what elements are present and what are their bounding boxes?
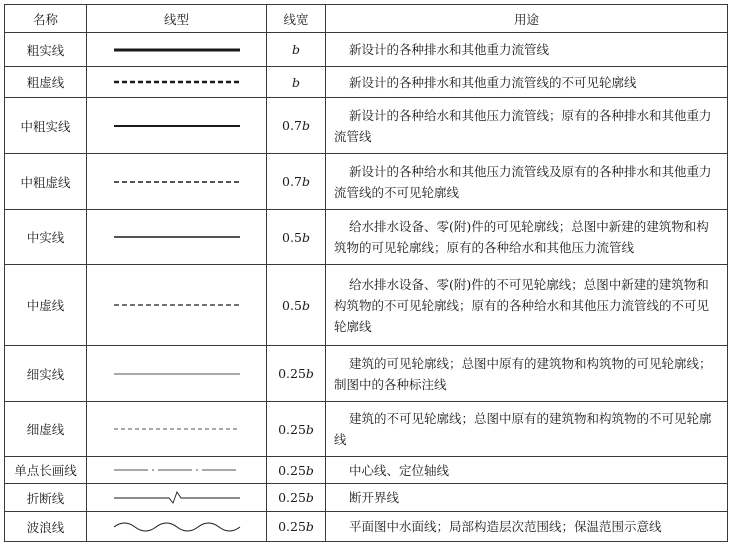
line-width <box>267 346 326 402</box>
width-variable: b <box>301 174 310 189</box>
header-row <box>5 5 728 33</box>
line-width <box>267 33 326 67</box>
width-coefficient: 0.7 <box>282 174 302 189</box>
line-name: 粗实线 <box>5 33 87 67</box>
line-name: 单点长画线 <box>5 457 87 484</box>
line-use-text: 断开界线 <box>349 490 400 505</box>
width-coefficient: 0.5 <box>282 229 302 245</box>
line-sample <box>87 210 267 265</box>
line-name: 中粗实线 <box>5 98 87 154</box>
line-use <box>326 512 728 542</box>
line-use-text: 给水排水设备、零(附)件的可见轮廓线；总图中新建的建筑物和构筑物的可见轮廓线；原有的各种给水和其他压力流管线 <box>334 219 709 255</box>
line-use <box>326 402 728 457</box>
line-sample <box>87 346 267 402</box>
line-sample <box>87 265 267 346</box>
line-types-table <box>4 4 728 542</box>
header-name: 名称 <box>5 5 87 33</box>
line-name: 波浪线 <box>5 512 87 542</box>
line-use <box>326 154 728 210</box>
line-sample <box>87 457 267 484</box>
table-row <box>5 33 728 67</box>
header-use: 用途 <box>326 5 728 33</box>
header-line: 线型 <box>87 5 267 33</box>
line-sample <box>87 512 267 542</box>
width-variable: b <box>291 42 300 57</box>
line-use-text: 给水排水设备、零(附)件的不可见轮廓线；总图中新建的建筑物和构筑物的不可见轮廓线；原有的各种给水和其他压力流管线的不可见轮廓线 <box>334 276 710 334</box>
line-use-text: 平面图中水面线；局部构造层次范围线；保温范围示意线 <box>349 519 662 534</box>
table-row <box>5 512 728 542</box>
width-coefficient: 0.25 <box>278 366 306 381</box>
line-use <box>326 457 728 484</box>
width-coefficient: 0.25 <box>278 490 306 505</box>
line-use-text: 新设计的各种排水和其他重力流管线 <box>349 42 550 57</box>
line-width <box>267 154 326 210</box>
line-width <box>267 402 326 457</box>
line-use-text: 中心线、定位轴线 <box>349 462 450 478</box>
line-width <box>267 484 326 512</box>
line-name: 中实线 <box>5 210 87 265</box>
width-variable: b <box>301 297 310 313</box>
width-variable: b <box>305 462 314 478</box>
medium-solid-line-icon <box>112 227 242 247</box>
table-row <box>5 98 728 154</box>
width-variable: b <box>291 74 300 90</box>
medthick-solid-line-icon <box>112 116 242 136</box>
table-row <box>5 67 728 98</box>
medium-dashed-line-icon <box>112 295 242 315</box>
line-width <box>267 210 326 265</box>
line-use-text: 新设计的各种排水和其他重力流管线的不可见轮廓线 <box>349 74 637 90</box>
line-sample <box>87 67 267 98</box>
medthick-dashed-line-icon <box>112 172 242 192</box>
line-use-text: 建筑的不可见轮廓线；总图中原有的建筑物和构筑物的不可见轮廓线 <box>334 411 712 447</box>
thin-solid-line-icon <box>112 364 242 384</box>
thick-dashed-line-icon <box>112 72 242 92</box>
line-use <box>326 265 728 346</box>
thick-solid-line-icon <box>112 40 242 60</box>
line-use <box>326 210 728 265</box>
width-coefficient: 0.25 <box>278 421 306 437</box>
width-variable: b <box>305 519 314 534</box>
line-width <box>267 98 326 154</box>
thin-dashed-line-icon <box>112 419 242 439</box>
width-variable: b <box>305 490 314 505</box>
line-name: 细实线 <box>5 346 87 402</box>
line-use-text: 建筑的可见轮廓线；总图中原有的建筑物和构筑物的可见轮廓线；制图中的各种标注线 <box>334 355 712 392</box>
line-sample <box>87 33 267 67</box>
line-sample <box>87 484 267 512</box>
table-row <box>5 210 728 265</box>
width-coefficient: 0.25 <box>278 519 306 534</box>
line-width <box>267 457 326 484</box>
table-row <box>5 346 728 402</box>
line-name: 折断线 <box>5 484 87 512</box>
line-name: 细虚线 <box>5 402 87 457</box>
width-variable: b <box>301 229 310 245</box>
table-row <box>5 265 728 346</box>
line-sample <box>87 402 267 457</box>
line-use-text: 新设计的各种给水和其他压力流管线及原有的各种排水和其他重力流管线的不可见轮廓线 <box>334 163 712 200</box>
line-sample <box>87 98 267 154</box>
line-width <box>267 67 326 98</box>
width-coefficient: 0.5 <box>282 297 302 313</box>
break-line-icon <box>112 488 242 508</box>
line-use <box>326 33 728 67</box>
width-coefficient: 0.25 <box>278 462 306 478</box>
line-width <box>267 512 326 542</box>
width-variable: b <box>301 118 310 133</box>
line-use-text: 新设计的各种给水和其他压力流管线；原有的各种排水和其他重力流管线 <box>334 107 712 144</box>
width-variable: b <box>305 421 314 437</box>
table-row <box>5 402 728 457</box>
width-variable: b <box>305 366 314 381</box>
table-row <box>5 154 728 210</box>
line-width <box>267 265 326 346</box>
line-use <box>326 484 728 512</box>
line-name: 粗虚线 <box>5 67 87 98</box>
table-row <box>5 484 728 512</box>
line-name: 中粗虚线 <box>5 154 87 210</box>
line-use <box>326 346 728 402</box>
line-use <box>326 98 728 154</box>
wavy-line-icon <box>112 517 242 537</box>
table-row <box>5 457 728 484</box>
header-width: 线宽 <box>267 5 326 33</box>
line-use <box>326 67 728 98</box>
chain-line-icon <box>112 460 242 480</box>
line-sample <box>87 154 267 210</box>
width-coefficient: 0.7 <box>282 118 302 133</box>
line-name: 中虚线 <box>5 265 87 346</box>
